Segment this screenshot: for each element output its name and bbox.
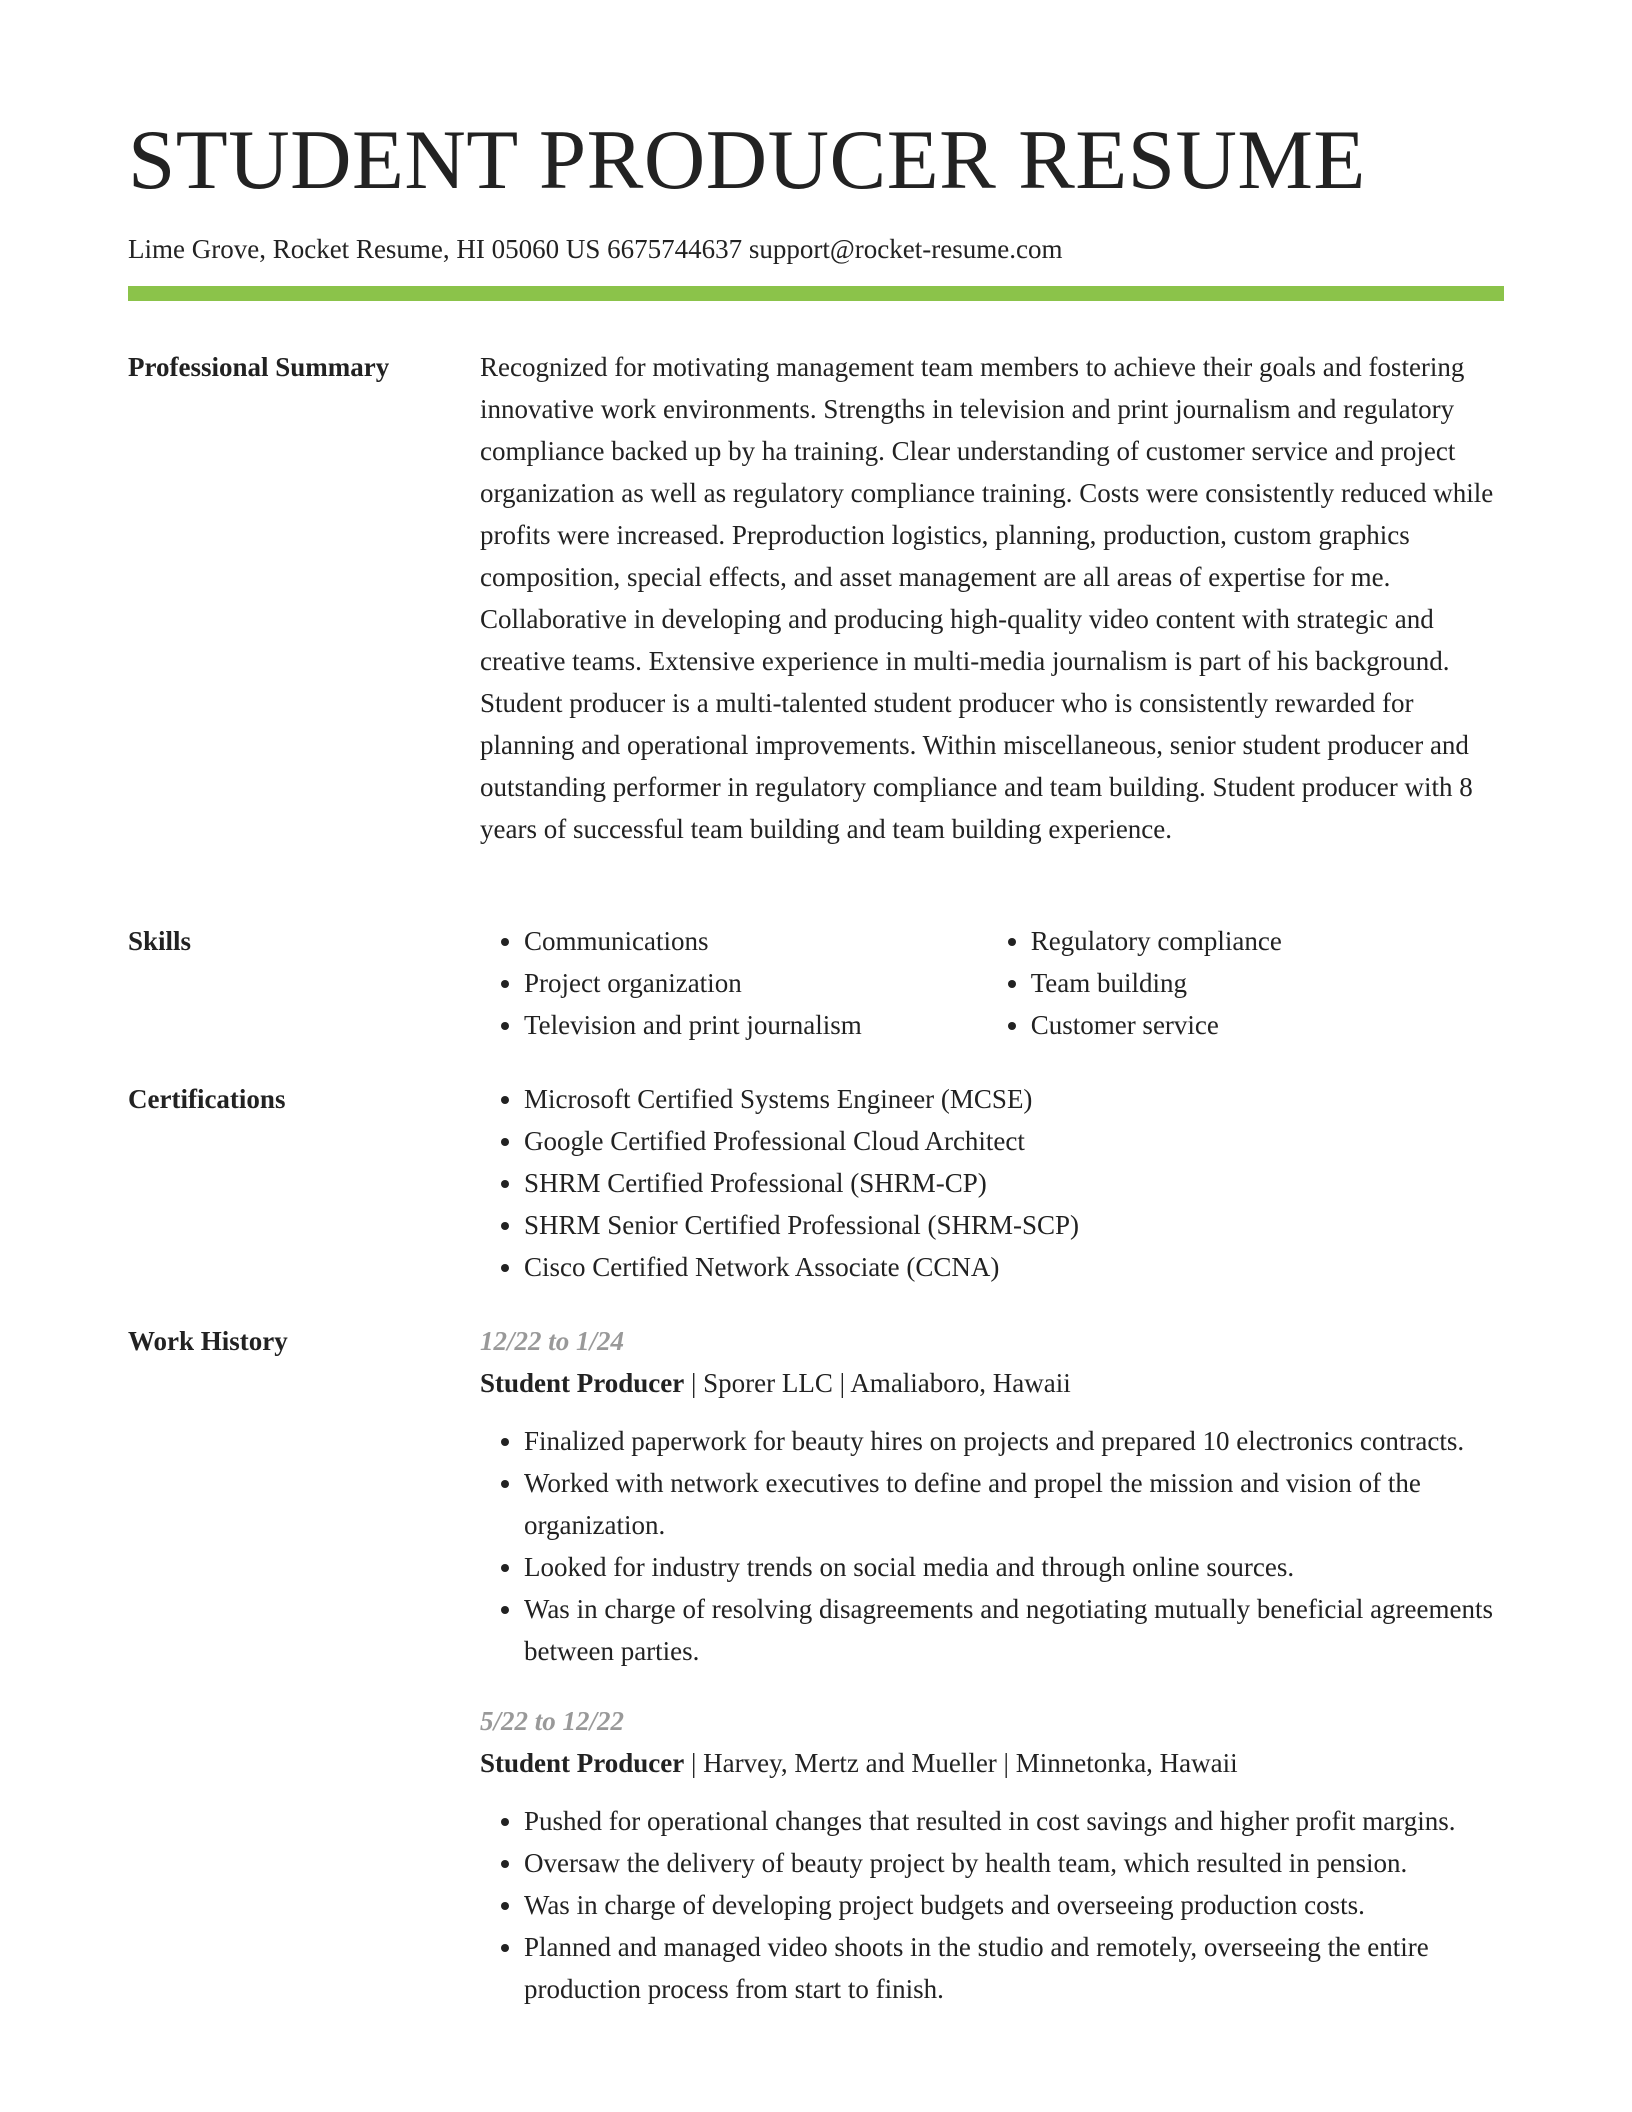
skill-item: • Customer service [1031, 1004, 1504, 1046]
job-employer-location: | Harvey, Mertz and Mueller | Minnetonka, Hawaii [684, 1748, 1238, 1778]
summary-text: Recognized for motivating management team members to achieve their goals and fostering innovative work environments. Strengths in television and print journalism and regulatory compliance backed up by ha training. Clear understanding of customer service and project organization as well as regulatory compliance training. Costs were consistently reduced while profits were increased. Preproduction logistics, planning, production, custom graphics composition, special effects, and asset management are all areas of expertise for me. Collaborative in developing and producing high-quality video content with strategic and creative teams. Extensive experience in multi-media journalism is part of his background. Student producer is a multi-talented student producer who is consistently rewarded for planning and operational improvements. Within miscellaneous, senior student producer and outstanding performer in regulatory compliance and team building. Student producer with 8 years of successful team building and team building experience. [480, 352, 1494, 844]
summary-heading: Professional Summary [128, 352, 390, 382]
job-bullet: • Was in charge of developing project budgets and overseeing production costs. [524, 1884, 1504, 1926]
skills-list-left [480, 920, 943, 1046]
job-title: Student Producer [480, 1368, 685, 1398]
certifications-heading: Certifications [128, 1084, 286, 1114]
job-dates: 5/22 to 12/22 [480, 1706, 625, 1736]
skills-heading: Skills [128, 926, 192, 956]
job-bullet: • Worked with network executives to define and propel the mission and vision of the organization. [524, 1462, 1504, 1546]
skill-item: • Television and print journalism [524, 1004, 943, 1046]
job-heading [480, 1742, 1504, 1784]
job-bullet: • Finalized paperwork for beauty hires on projects and prepared 10 electronics contracts. [524, 1420, 1504, 1462]
job-bullets [480, 1420, 1504, 1672]
certifications-list [480, 1078, 1504, 1288]
certification-item: • SHRM Certified Professional (SHRM-CP) [524, 1162, 1504, 1204]
skill-item: • Communications [524, 920, 943, 962]
job-title: Student Producer [480, 1748, 685, 1778]
certification-item: • Cisco Certified Network Associate (CCNA) [524, 1246, 1504, 1288]
work-history-heading: Work History [128, 1326, 288, 1356]
job-bullet: • Pushed for operational changes that resulted in cost savings and higher profit margins. [524, 1800, 1504, 1842]
skills-list-right [987, 920, 1504, 1046]
header-divider [128, 286, 1504, 301]
resume-title: STUDENT PRODUCER RESUME [128, 113, 1366, 207]
certification-item: • Microsoft Certified Systems Engineer (MCSE) [524, 1078, 1504, 1120]
contact-info: Lime Grove, Rocket Resume, HI 05060 US 6675744637 support@rocket-resume.com [128, 234, 1063, 264]
job-heading [480, 1362, 1504, 1404]
skill-item: • Project organization [524, 962, 943, 1004]
job-bullet: • Oversaw the delivery of beauty project by health team, which resulted in pension. [524, 1842, 1504, 1884]
skill-item: • Regulatory compliance [1031, 920, 1504, 962]
job-employer-location: | Sporer LLC | Amaliaboro, Hawaii [684, 1368, 1071, 1398]
job-bullet: • Planned and managed video shoots in the studio and remotely, overseeing the entire production process from start to finish. [524, 1926, 1504, 2010]
job-bullets [480, 1800, 1504, 2010]
job-bullet: • Was in charge of resolving disagreements and negotiating mutually beneficial agreements between parties. [524, 1588, 1504, 1672]
skill-item: • Team building [1031, 962, 1504, 1004]
job-dates: 12/22 to 1/24 [480, 1326, 625, 1356]
job-entry [480, 1700, 1504, 2010]
certification-item: • SHRM Senior Certified Professional (SHRM-SCP) [524, 1204, 1504, 1246]
job-bullet: • Looked for industry trends on social media and through online sources. [524, 1546, 1504, 1588]
job-entry [480, 1320, 1504, 1672]
certification-item: • Google Certified Professional Cloud Architect [524, 1120, 1504, 1162]
